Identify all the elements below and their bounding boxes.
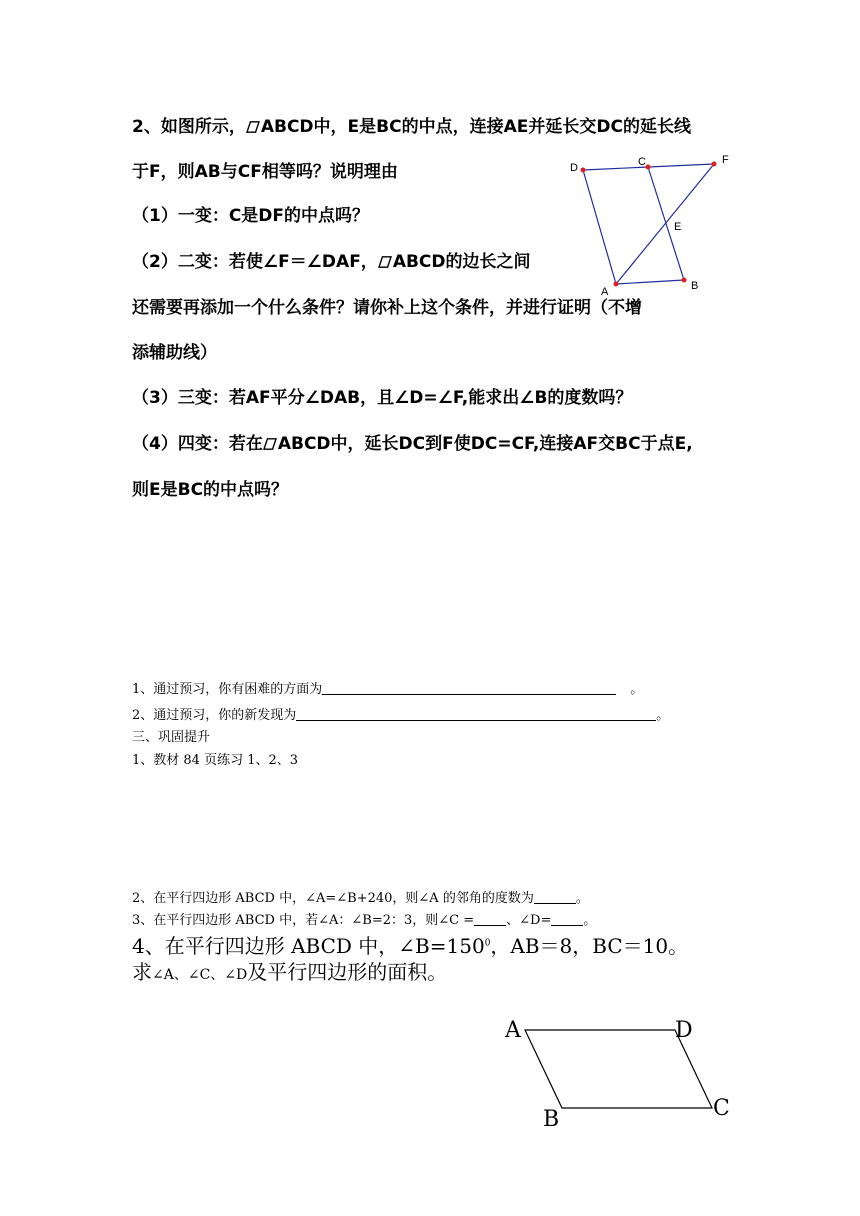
problem2-number: 2、如图所示， — [132, 117, 246, 137]
question-4-line2: 则E是BC的中点吗？ — [132, 480, 289, 500]
segment-da — [583, 170, 616, 284]
exercise-4-angles: ∠A、∠C、∠D — [152, 967, 248, 983]
segment-af — [616, 164, 714, 284]
point-b — [682, 278, 687, 283]
question-4-text-b: ABCD中，延长DC到F使DC=CF,连接AF交BC于点E, — [277, 434, 693, 454]
exercise-3-text: 3、在平行四边形 ABCD 中，若∠A：∠B=2：3，则∠C = — [132, 913, 475, 928]
question-2-text: （2）二变：若使∠F＝∠DAF， — [132, 252, 378, 272]
label-c: C — [638, 156, 646, 168]
label-c-large: C — [713, 1096, 730, 1121]
exercise-3-end: 。 — [583, 913, 597, 928]
answer-blank[interactable] — [322, 681, 616, 695]
figure1-lines — [583, 164, 714, 284]
exercise-2 — [132, 890, 589, 905]
point-c — [646, 165, 651, 170]
label-d: D — [570, 162, 578, 174]
answer-blank[interactable] — [534, 890, 576, 904]
exercise-1: 1、教材 84 页练习 1、2、3 — [132, 753, 299, 768]
label-e: E — [674, 221, 682, 233]
preview-item-2 — [132, 707, 669, 722]
exercise-2-text: 2、在平行四边形 ABCD 中，∠A=∠B+240，则∠A 的邻角的度数为 — [132, 891, 534, 906]
exercise-3-text-b: 、∠D= — [506, 913, 552, 928]
problem2-statement: ABCD中，E是BC的中点，连接AE并延长交DC的延长线 — [260, 117, 691, 137]
point-d — [581, 168, 586, 173]
label-f: F — [722, 154, 729, 166]
question-2-text-b: ABCD的边长之间 — [392, 252, 531, 272]
answer-blank[interactable] — [551, 912, 583, 926]
question-4-text: （4）四变：若在 — [132, 434, 263, 454]
exercise-4-line2 — [132, 962, 447, 982]
point-a — [614, 282, 619, 287]
question-2-line2: 还需要再添加一个什么条件？请你补上这个条件，并进行证明（不增 — [132, 298, 642, 318]
section-heading: 三、巩固提升 — [132, 730, 211, 745]
exercise-2-end: 。 — [575, 891, 589, 906]
point-f — [712, 162, 717, 167]
figure1-points — [581, 162, 717, 287]
preview-item-1-end: 。 — [630, 682, 644, 697]
exercise-4-ask-end: 及平行四边形的面积。 — [247, 960, 448, 984]
segment-ab — [616, 280, 684, 284]
problem2-line2: 于F，则AB与CF相等吗？说明理由 — [132, 162, 398, 182]
preview-item-2-end: 。 — [656, 708, 670, 723]
preview-item-1 — [132, 681, 643, 696]
question-3: （3）三变：若AF平分∠DAB，且∠D=∠F,能求出∠B的度数吗？ — [132, 388, 633, 408]
exercise-4-line1 — [132, 936, 688, 956]
question-1: （1）一变：C是DF的中点吗？ — [132, 206, 370, 226]
label-a: A — [601, 286, 609, 298]
exercise-4-text: 4、在平行四边形 ABCD 中，∠B=150 — [132, 934, 485, 958]
label-b-large: B — [543, 1107, 560, 1132]
question-2-line3: 添辅助线） — [132, 343, 217, 363]
preview-item-1-text: 1、通过预习，你有困难的方面为 — [132, 682, 323, 697]
exercise-3 — [132, 912, 596, 927]
label-b: B — [691, 280, 699, 292]
label-d-large: D — [675, 1018, 693, 1043]
preview-item-2-text: 2、通过预习，你的新发现为 — [132, 708, 297, 723]
exercise-4-ask: 求 — [132, 960, 152, 984]
degree-mark: 0 — [484, 938, 491, 949]
answer-blank[interactable] — [296, 707, 656, 721]
label-a-large: A — [505, 1018, 521, 1043]
answer-blank[interactable] — [474, 912, 506, 926]
exercise-4-text-b: ，AB＝8，BC＝10。 — [490, 934, 689, 958]
